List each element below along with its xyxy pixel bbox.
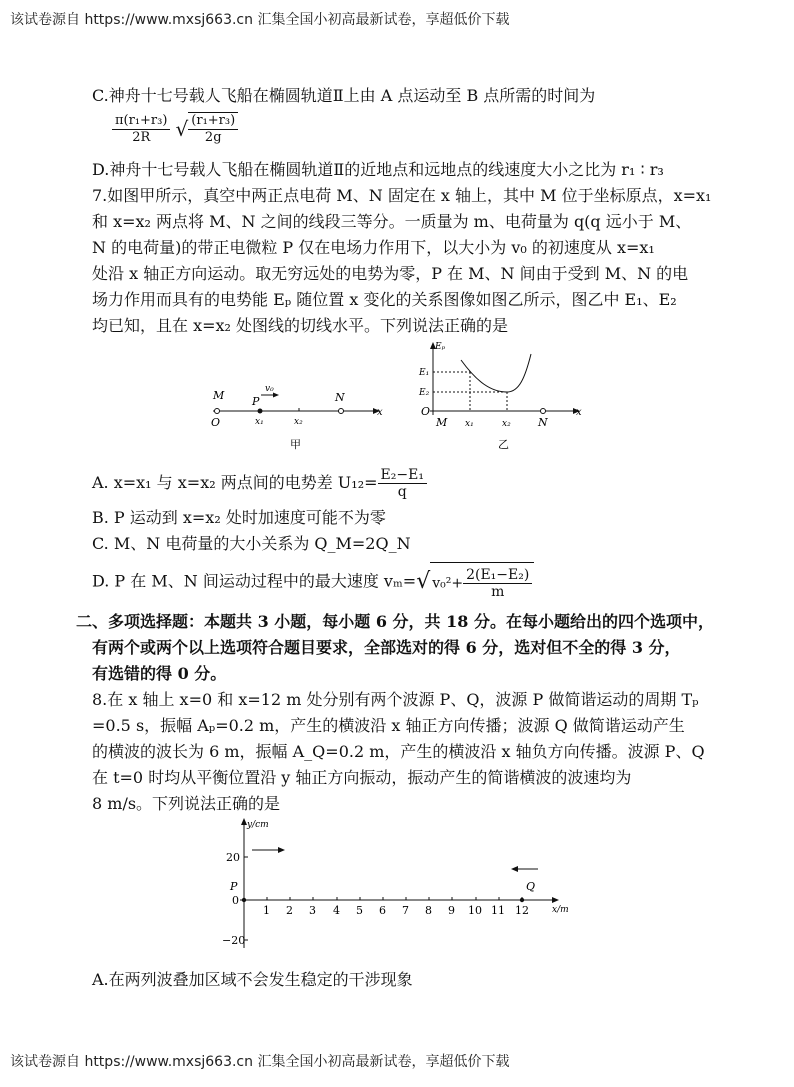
q7-option-b: B. P 运动到 x=x₂ 处时加速度可能不为零 xyxy=(92,508,386,527)
q8-x-label: x/m xyxy=(552,905,569,915)
yi-ep-curve xyxy=(461,354,531,392)
jia-label-x2: x₂ xyxy=(294,417,303,427)
q8-option-a: A.在两列波叠加区域不会发生稳定的干涉现象 xyxy=(92,970,413,989)
q7-a-fraction: $\frac{\text{E₂−E₁}}{q}$ xyxy=(378,467,427,500)
q8-line-2: =0.5 s，振幅 Aₚ=0.2 m，产生的横波沿 x 轴正方向传播；波源 Q 做简谐运动产生 xyxy=(92,716,685,735)
sqrt-sign: √ xyxy=(175,117,189,141)
svg-text:11: 11 xyxy=(491,904,505,917)
yi-label-o: O xyxy=(421,405,431,418)
yi-label-x2: x₂ xyxy=(502,419,511,429)
svg-text:9: 9 xyxy=(448,904,455,917)
svg-text:5: 5 xyxy=(356,904,363,917)
q6-option-c-formula xyxy=(112,112,238,146)
yi-label-ep: Eₚ xyxy=(435,342,446,352)
svg-text:7: 7 xyxy=(402,904,409,917)
figure-yi xyxy=(418,342,582,451)
q7-line-4: 处沿 x 轴正方向运动。取无穷远处的电势为零，P 在 M、N 间由于受到 M、N 的电 xyxy=(92,264,689,283)
jia-label-x1: x₁ xyxy=(255,417,264,427)
svg-text:6: 6 xyxy=(379,904,386,917)
jia-label-m: M xyxy=(213,389,225,402)
svg-text:1: 1 xyxy=(263,904,270,917)
q7-option-a: A. x=x₁ 与 x=x₂ 两点间的电势差 U₁₂= $\frac{\text{E₂−E₁}}{q}$ xyxy=(92,466,427,500)
q7-line-6: 均已知，且在 x=x₂ 处图线的切线水平。下列说法正确的是 xyxy=(92,316,509,335)
q8-source-p xyxy=(242,898,246,902)
yi-label-x: x xyxy=(576,407,582,418)
section2-line-2: 有两个或两个以上选项符合题目要求，全部选对的得 6 分，选对但不全的得 3 分， xyxy=(92,638,681,657)
sqrt-sign: √ xyxy=(416,568,431,594)
svg-text:10: 10 xyxy=(468,904,482,917)
jia-caption: 甲 xyxy=(290,438,301,451)
yi-charge-n xyxy=(541,409,546,414)
svg-text:8: 8 xyxy=(425,904,432,917)
q7-line-1: 7.如图甲所示，真空中两正点电荷 M、N 固定在 x 轴上，其中 M 位于坐标原点，x=x₁ xyxy=(92,186,712,205)
watermark-top: 该试卷源自 https://www.mxsj663.cn 汇集全国小初高最新试卷，享超低价下载 xyxy=(10,12,510,28)
jia-label-n: N xyxy=(335,391,345,404)
svg-text:12: 12 xyxy=(515,904,529,917)
svg-text:2: 2 xyxy=(286,904,293,917)
q7-d-radical: v₀²+ $\frac{\text{2(E₁−E₂)}}{m}$ xyxy=(430,562,534,602)
q7-line-2: 和 x=x₂ 两点将 M、N 之间的线段三等分。一质量为 m、电荷量为 q(q 远小于 M、 xyxy=(92,212,692,231)
q6-option-d: D.神舟十七号载人飞船在椭圆轨道Ⅱ的近地点和远地点的线速度大小之比为 r₁ ∶ r₃ xyxy=(92,160,664,179)
jia-label-x: x xyxy=(377,407,383,418)
jia-charge-n xyxy=(339,409,344,414)
jia-label-p: P xyxy=(252,395,260,408)
q8-line-5: 8 m/s。下列说法正确的是 xyxy=(92,794,281,813)
q8-label-q: Q xyxy=(526,880,536,893)
q8-line-4: 在 t=0 时均从平衡位置沿 y 轴正方向振动，振动产生的简谐横波的波速均为 xyxy=(92,768,632,787)
yi-label-x1: x₁ xyxy=(465,419,474,429)
jia-label-o: O xyxy=(211,416,221,429)
q8-wave-figure xyxy=(220,816,580,956)
yi-label-n: N xyxy=(538,416,548,429)
jia-particle-p xyxy=(258,409,263,414)
q8-y-tick-20: 20 xyxy=(226,851,240,864)
section2-line-3: 有选错的得 0 分。 xyxy=(92,664,227,683)
figure-jia xyxy=(211,384,383,451)
q8-source-q xyxy=(520,898,524,902)
q7-line-3: N 的电荷量)的带正电微粒 P 仅在电场力作用下，以大小为 v₀ 的初速度从 x=x₁ xyxy=(92,238,655,257)
q8-y-tick-0: 0 xyxy=(232,894,239,907)
section2-line-1: 二、多项选择题：本题共 3 小题，每小题 6 分，共 18 分。在每小题给出的四个选项中， xyxy=(76,612,714,631)
q7-option-c: C. M、N 电荷量的大小关系为 Q_M=2Q_N xyxy=(92,534,411,553)
jia-charge-m xyxy=(215,409,220,414)
svg-text:4: 4 xyxy=(333,904,340,917)
q6-option-c: C.神舟十七号载人飞船在椭圆轨道Ⅱ上由 A 点运动至 B 点所需的时间为 xyxy=(92,86,596,105)
q8-x-arrow xyxy=(552,897,559,903)
q8-line-1: 8.在 x 轴上 x=0 和 x=12 m 处分别有两个波源 P、Q，波源 P 做简谐运动的周期 Tₚ xyxy=(92,690,699,709)
jia-label-v0: v₀ xyxy=(265,384,274,394)
watermark-bottom: 该试卷源自 https://www.mxsj663.cn 汇集全国小初高最新试卷，享超低价下载 xyxy=(10,1054,510,1070)
q6-c-radical: $\frac{\text{(r₁+r₃)}}{2g}$ xyxy=(188,112,238,146)
yi-label-m: M xyxy=(436,416,448,429)
q8-y-tick-minus20: −20 xyxy=(222,934,246,947)
yi-caption: 乙 xyxy=(498,438,509,451)
yi-label-e2: E₂ xyxy=(419,388,430,398)
q6-c-fraction: $\frac{\text{π(r₁+r₃)}}{2R}$ xyxy=(112,113,170,146)
q7-figures xyxy=(195,340,595,455)
q8-y-label: y/cm xyxy=(247,820,269,830)
q7-line-5: 场力作用而具有的电势能 Eₚ 随位置 x 变化的关系图像如图乙所示，图乙中 E₁、E₂ xyxy=(92,290,677,309)
q8-line-3: 的横波的波长为 6 m，振幅 A_Q=0.2 m，产生的横波沿 x 轴负方向传播。波源 P、Q xyxy=(92,742,705,761)
yi-label-e1: E₁ xyxy=(419,368,430,378)
q7-option-d: D. P 在 M、N 间运动过程中的最大速度 vₘ=√ v₀²+ $\frac{\text{2(E₁−E₂)}}{m}$ xyxy=(92,562,534,602)
q8-label-p: P xyxy=(230,880,238,893)
svg-text:3: 3 xyxy=(309,904,316,917)
